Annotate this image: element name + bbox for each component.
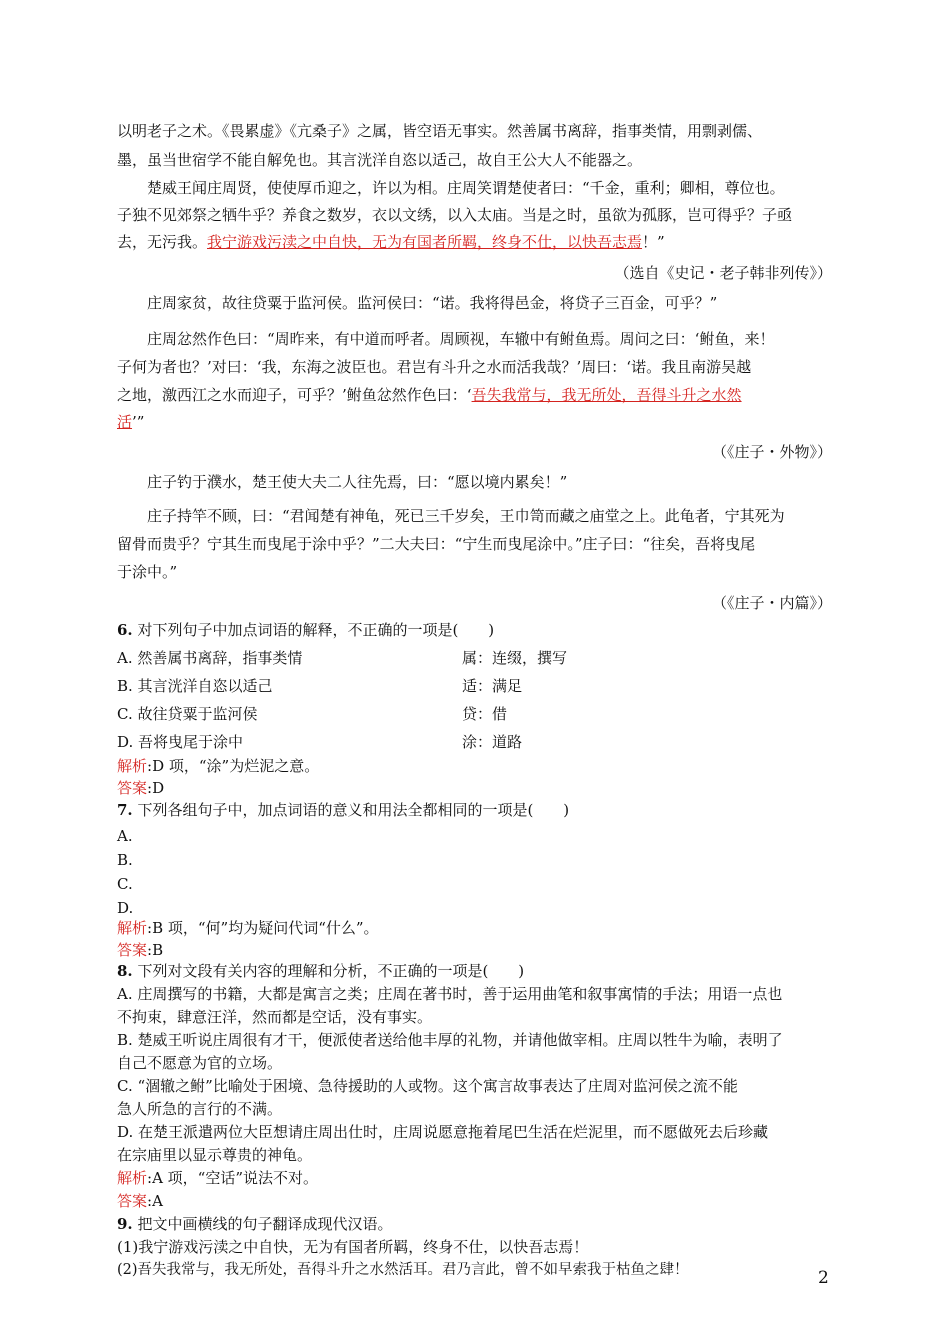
analysis-label: 解析 — [117, 919, 148, 937]
answer — [117, 778, 164, 798]
question-stem: 把文中画横线的句子翻译成现代汉语。 — [137, 1215, 393, 1233]
question-stem: 对下列句子中加点词语的解释，不正确的一项是( ) — [137, 621, 495, 639]
underlined-sentence-1: 我宁游戏污渎之中自快，无为有国者所羁，终身不仕，以快吾志焉 — [207, 233, 643, 251]
passage-line: 庄周忿然作色曰：“周昨来，有中道而呼者。周顾视，车辙中有鲋鱼焉。周问之曰：‘鲋鱼，来！ — [147, 330, 775, 348]
passage-text: 去，无污我。 — [117, 233, 208, 251]
option-text: C. 故往贷粟于监河侯 — [117, 705, 258, 723]
passage-line: 于涂中。” — [117, 563, 178, 581]
passage-line — [117, 412, 144, 432]
passage-line: 子何为者也？’对曰：‘我，东海之波臣也。君岂有斗升之水而活我哉？’周曰：‘诺。我且南游吴越 — [117, 358, 752, 376]
source-citation: （选自《史记・老子韩非列传》） — [614, 264, 832, 282]
passage-line: 庄子持竿不顾，曰：“君闻楚有神龟，死已三千岁矣，王巾笥而藏之庙堂之上。此龟者，宁其死为 — [147, 507, 785, 525]
translation-item-2: (2)吾失我常与，我无所处，吾得斗升之水然活耳。君乃言此，曾不如早索我于枯鱼之肆！ — [117, 1262, 689, 1278]
option-c-line: C. “涸辙之鲋”比喻处于困境、急待援助的人或物。这个寓言故事表达了庄周对监河侯之流不能 — [117, 1077, 738, 1095]
question-number: 9. — [117, 1215, 133, 1233]
underlined-sentence-2: 吾失我常与，我无所处，吾得斗升之水然 — [471, 386, 742, 404]
underlined-sentence-2-end: 活 — [117, 413, 133, 431]
option-gloss: 适：满足 — [462, 677, 523, 695]
analysis-label: 解析 — [117, 1169, 148, 1187]
option-gloss: 属：连缀，撰写 — [462, 649, 568, 667]
passage-line: 墨，虽当世宿学不能自解免也。其言洸洋自恣以适己，故自王公大人不能器之。 — [117, 151, 643, 169]
passage-line: 以明老子之术。《畏累虚》《亢桑子》之属，皆空语无事实。然善属书离辞，指事类情，用剽剥儒、 — [117, 122, 763, 140]
analysis-text: :D 项，“涂”为烂泥之意。 — [147, 757, 320, 775]
passage-text: 之地，激西江之水而迎子，可乎？’鲋鱼忿然作色曰：‘ — [117, 386, 472, 404]
question-8 — [117, 961, 524, 981]
passage-line: 留骨而贵乎？宁其生而曳尾于涂中乎？”二大夫曰：“宁生而曳尾涂中。”庄子曰：“往矣，吾将曳尾 — [117, 535, 756, 553]
question-7 — [117, 800, 569, 820]
answer-label: 答案 — [117, 779, 148, 797]
option-text: B. 其言洸洋自恣以适己 — [117, 677, 273, 695]
option-text: D. 吾将曳尾于涂中 — [117, 733, 244, 751]
option-gloss: 贷：借 — [462, 705, 508, 723]
question-stem: 下列各组句子中，加点词语的意义和用法全都相同的一项是( ) — [137, 801, 570, 819]
analysis-label: 解析 — [117, 757, 148, 775]
option-a-line: 不拘束，肆意汪洋，然而都是空话，没有事实。 — [117, 1008, 433, 1026]
option-b-line: 自己不愿意为官的立场。 — [117, 1054, 283, 1072]
question-stem: 下列对文段有关内容的理解和分析，不正确的一项是( ) — [137, 962, 525, 980]
analysis — [117, 756, 319, 776]
option-c — [117, 704, 817, 724]
passage-line: 楚威王闻庄周贤，使使厚币迎之，许以为相。庄周笑谓楚使者曰：“千金，重利；卿相，尊位也。 — [147, 179, 785, 197]
passage-line — [117, 232, 665, 252]
answer — [117, 940, 163, 960]
option-a: A. — [117, 827, 133, 845]
passage-line — [117, 385, 742, 405]
question-6 — [117, 620, 494, 640]
option-b — [117, 676, 817, 696]
option-b: B. — [117, 851, 133, 869]
question-number: 8. — [117, 962, 133, 980]
answer-text: :D — [147, 779, 165, 797]
option-a — [117, 648, 817, 668]
question-number: 6. — [117, 621, 133, 639]
answer-text: :A — [147, 1192, 163, 1210]
passage-text: ！” — [642, 233, 665, 251]
option-b-line: B. 楚威王听说庄周很有才干，便派使者送给他丰厚的礼物，并请他做宰相。庄周以牲牛为喻，表明了 — [117, 1031, 783, 1049]
source-citation: （《庄子・内篇》） — [711, 594, 832, 612]
passage-line: 庄周家贫，故往贷粟于监河侯。监河侯曰：“诺。我将得邑金，将贷子三百金，可乎？” — [147, 294, 718, 312]
analysis-text: :B 项，“何”均为疑问代词“什么”。 — [147, 919, 379, 937]
option-c-line: 急人所急的言行的不满。 — [117, 1100, 283, 1118]
option-a-line: A. 庄周撰写的书籍，大都是寓言之类；庄周在著书时，善于运用曲笔和叙事寓情的手法；用语一点也 — [117, 985, 783, 1003]
page-number: 2 — [818, 1268, 829, 1288]
option-c: C. — [117, 875, 133, 893]
option-d — [117, 732, 817, 752]
answer — [117, 1191, 163, 1211]
passage-line: 庄子钓于濮水，楚王使大夫二人往先焉，曰：“愿以境内累矣！” — [147, 473, 568, 491]
analysis-text: :A 项，“空话”说法不对。 — [147, 1169, 319, 1187]
analysis — [117, 918, 379, 938]
question-9 — [117, 1214, 392, 1234]
answer-label: 答案 — [117, 941, 148, 959]
option-d-line: D. 在楚王派遣两位大臣想请庄周出仕时，庄周说愿意拖着尾巴生活在烂泥里，而不愿做死去后珍藏 — [117, 1123, 769, 1141]
option-d: D. — [117, 899, 134, 917]
passage-text: ’” — [132, 413, 145, 431]
option-gloss: 涂：道路 — [462, 733, 523, 751]
passage-line: 子独不见郊祭之牺牛乎？养食之数岁，衣以文绣，以入太庙。当是之时，虽欲为孤豚，岂可得乎？子亟 — [117, 206, 793, 224]
translation-item-1: (1)我宁游戏污渎之中自快，无为有国者所羁，终身不仕，以快吾志焉！ — [117, 1238, 589, 1256]
source-citation: （《庄子・外物》） — [711, 443, 832, 461]
question-number: 7. — [117, 801, 133, 819]
option-d-line: 在宗庙里以显示尊贵的神龟。 — [117, 1146, 313, 1164]
analysis — [117, 1168, 318, 1188]
answer-label: 答案 — [117, 1192, 148, 1210]
option-text: A. 然善属书离辞，指事类情 — [117, 649, 303, 667]
answer-text: :B — [147, 941, 164, 959]
